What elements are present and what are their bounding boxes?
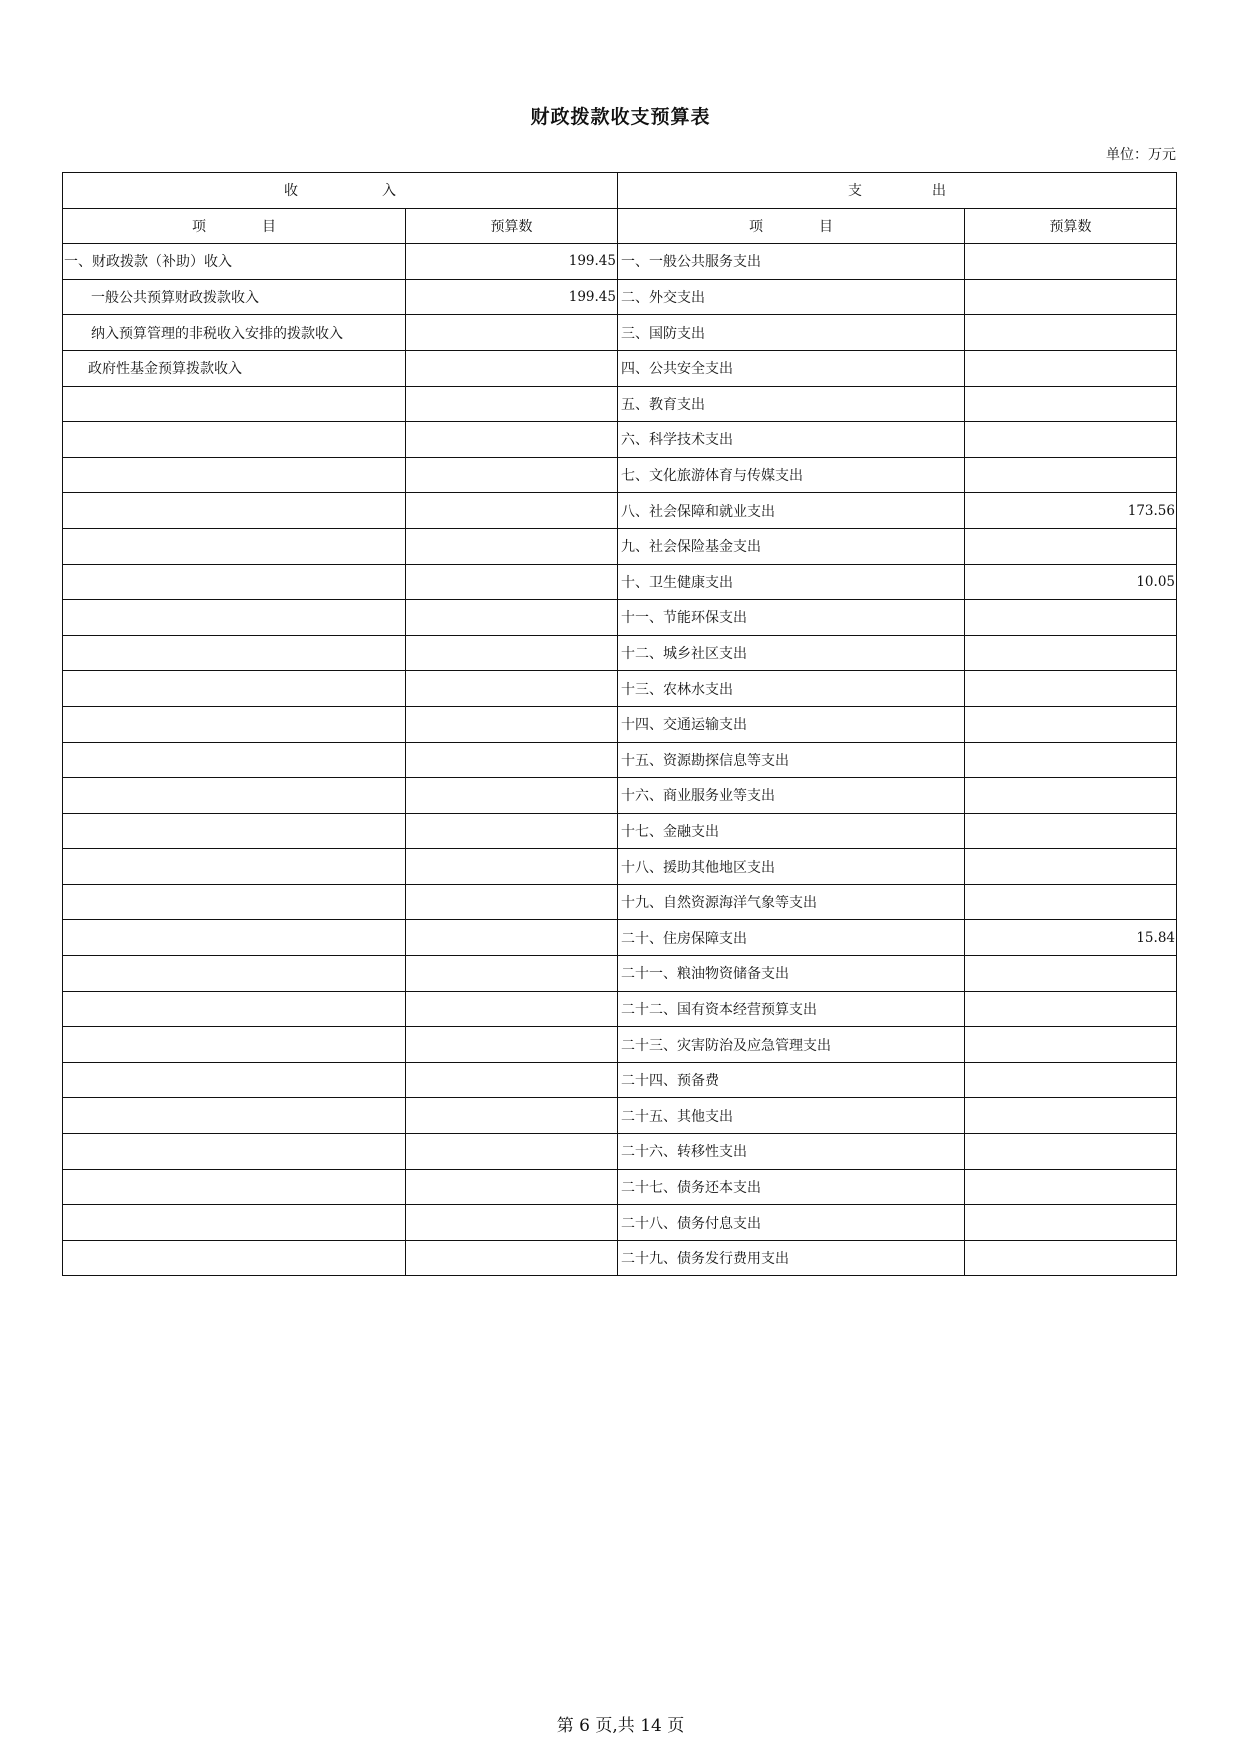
income-amount-cell <box>406 635 618 671</box>
expense-item-cell: 二十六、转移性支出 <box>618 1134 965 1170</box>
table-row <box>63 884 1177 920</box>
expense-item-cell: 二十五、其他支出 <box>618 1098 965 1134</box>
income-item-cell: 政府性基金预算拨款收入 <box>63 350 406 386</box>
header-row-columns <box>63 208 1177 244</box>
income-amount-cell <box>406 493 618 529</box>
income-item-cell <box>63 956 406 992</box>
expense-amount-cell <box>965 386 1177 422</box>
expense-item-cell: 二十二、国有资本经营预算支出 <box>618 991 965 1027</box>
income-item-cell <box>63 600 406 636</box>
table-row <box>63 1205 1177 1241</box>
income-amount-cell <box>406 884 618 920</box>
income-item-cell <box>63 1062 406 1098</box>
table-row <box>63 386 1177 422</box>
income-amount-cell <box>406 386 618 422</box>
income-amount-cell <box>406 920 618 956</box>
expense-amount-cell <box>965 884 1177 920</box>
income-amount-cell: 199.45 <box>406 244 618 280</box>
income-item-cell <box>63 1240 406 1276</box>
income-amount-cell <box>406 991 618 1027</box>
expense-item-cell: 十八、援助其他地区支出 <box>618 849 965 885</box>
expense-item-cell: 十、卫生健康支出 <box>618 564 965 600</box>
header-row-sections <box>63 173 1177 209</box>
income-item-cell <box>63 1134 406 1170</box>
expense-amount-cell <box>965 849 1177 885</box>
expense-item-cell: 二十八、债务付息支出 <box>618 1205 965 1241</box>
expense-amount-cell <box>965 279 1177 315</box>
expense-item-cell: 十五、资源勘探信息等支出 <box>618 742 965 778</box>
expense-amount-cell: 15.84 <box>965 920 1177 956</box>
page-footer: 第 6 页,共 14 页 <box>556 1716 685 1736</box>
expense-item-cell: 五、教育支出 <box>618 386 965 422</box>
table-row <box>63 813 1177 849</box>
income-amount-cell <box>406 706 618 742</box>
expense-item-cell: 二、外交支出 <box>618 279 965 315</box>
income-item-cell <box>63 706 406 742</box>
table-row <box>63 600 1177 636</box>
income-item-cell <box>63 920 406 956</box>
expense-amount-cell <box>965 528 1177 564</box>
table-row <box>63 849 1177 885</box>
income-item-cell <box>63 386 406 422</box>
income-amount-cell <box>406 956 618 992</box>
income-item-cell <box>63 1098 406 1134</box>
income-amount-cell <box>406 1062 618 1098</box>
table-row <box>63 350 1177 386</box>
expense-item-cell: 十六、商业服务业等支出 <box>618 778 965 814</box>
income-amount-cell <box>406 1169 618 1205</box>
table-row <box>63 493 1177 529</box>
expense-item-cell: 十七、金融支出 <box>618 813 965 849</box>
income-amount-cell <box>406 1205 618 1241</box>
expense-amount-cell <box>965 1027 1177 1063</box>
expense-amount-cell <box>965 706 1177 742</box>
income-item-header: 项 目 <box>63 208 406 244</box>
expense-item-cell: 十九、自然资源海洋气象等支出 <box>618 884 965 920</box>
income-amount-cell <box>406 600 618 636</box>
income-amount-cell <box>406 350 618 386</box>
expense-amount-cell <box>965 991 1177 1027</box>
expense-item-cell: 二十四、预备费 <box>618 1062 965 1098</box>
expense-item-cell: 四、公共安全支出 <box>618 350 965 386</box>
expense-item-cell: 十三、农林水支出 <box>618 671 965 707</box>
income-item-cell <box>63 1205 406 1241</box>
budget-table <box>62 172 1177 1276</box>
expense-amount-cell <box>965 671 1177 707</box>
table-row <box>63 1027 1177 1063</box>
table-row <box>63 1240 1177 1276</box>
income-amount-cell: 199.45 <box>406 279 618 315</box>
expense-amount-cell <box>965 1240 1177 1276</box>
expense-amount-cell <box>965 600 1177 636</box>
expense-item-cell: 八、社会保障和就业支出 <box>618 493 965 529</box>
income-amount-cell <box>406 1027 618 1063</box>
expense-section-header: 支 出 <box>618 173 1177 209</box>
expense-amount-cell <box>965 778 1177 814</box>
expense-amount-cell <box>965 1134 1177 1170</box>
income-item-cell <box>63 849 406 885</box>
income-amount-cell <box>406 1134 618 1170</box>
table-row <box>63 956 1177 992</box>
expense-amount-cell <box>965 813 1177 849</box>
table-row <box>63 279 1177 315</box>
income-item-cell: 一、财政拨款（补助）收入 <box>63 244 406 280</box>
income-item-cell <box>63 528 406 564</box>
expense-amount-cell <box>965 422 1177 458</box>
expense-item-cell: 十二、城乡社区支出 <box>618 635 965 671</box>
table-row <box>63 422 1177 458</box>
expense-amount-cell <box>965 1098 1177 1134</box>
expense-item-cell: 二十九、债务发行费用支出 <box>618 1240 965 1276</box>
income-amount-cell <box>406 778 618 814</box>
table-row <box>63 457 1177 493</box>
table-row <box>63 315 1177 351</box>
expense-item-cell: 二十一、粮油物资储备支出 <box>618 956 965 992</box>
income-item-cell <box>63 813 406 849</box>
expense-amount-cell <box>965 635 1177 671</box>
income-item-cell <box>63 564 406 600</box>
income-item-cell <box>63 778 406 814</box>
income-item-cell <box>63 671 406 707</box>
income-amount-header: 预算数 <box>406 208 618 244</box>
income-amount-cell <box>406 457 618 493</box>
expense-item-cell: 一、一般公共服务支出 <box>618 244 965 280</box>
income-item-cell <box>63 493 406 529</box>
table-row <box>63 920 1177 956</box>
expense-amount-cell <box>965 1205 1177 1241</box>
income-item-cell <box>63 422 406 458</box>
expense-item-cell: 二十三、灾害防治及应急管理支出 <box>618 1027 965 1063</box>
expense-amount-cell <box>965 742 1177 778</box>
expense-item-cell: 二十七、债务还本支出 <box>618 1169 965 1205</box>
income-item-cell: 纳入预算管理的非税收入安排的拨款收入 <box>63 315 406 351</box>
expense-amount-cell <box>965 315 1177 351</box>
income-amount-cell <box>406 315 618 351</box>
income-amount-cell <box>406 742 618 778</box>
unit-label: 单位：万元 <box>1106 147 1176 163</box>
table-row <box>63 706 1177 742</box>
income-amount-cell <box>406 1240 618 1276</box>
expense-amount-cell <box>965 1062 1177 1098</box>
income-item-cell <box>63 1169 406 1205</box>
expense-item-cell: 三、国防支出 <box>618 315 965 351</box>
income-amount-cell <box>406 813 618 849</box>
table-row <box>63 564 1177 600</box>
expense-amount-cell <box>965 457 1177 493</box>
income-item-cell: 一般公共预算财政拨款收入 <box>63 279 406 315</box>
expense-item-cell: 九、社会保险基金支出 <box>618 528 965 564</box>
table-row <box>63 244 1177 280</box>
income-amount-cell <box>406 671 618 707</box>
income-item-cell <box>63 457 406 493</box>
expense-amount-cell <box>965 244 1177 280</box>
table-row <box>63 528 1177 564</box>
table-row <box>63 1062 1177 1098</box>
expense-amount-cell: 173.56 <box>965 493 1177 529</box>
income-amount-cell <box>406 528 618 564</box>
income-amount-cell <box>406 422 618 458</box>
table-row <box>63 991 1177 1027</box>
income-item-cell <box>63 635 406 671</box>
expense-item-cell: 六、科学技术支出 <box>618 422 965 458</box>
income-amount-cell <box>406 1098 618 1134</box>
income-item-cell <box>63 884 406 920</box>
expense-item-cell: 十四、交通运输支出 <box>618 706 965 742</box>
page-title: 财政拨款收支预算表 <box>530 106 711 128</box>
expense-item-cell: 七、文化旅游体育与传媒支出 <box>618 457 965 493</box>
table-row <box>63 671 1177 707</box>
expense-item-cell: 二十、住房保障支出 <box>618 920 965 956</box>
table-row <box>63 1169 1177 1205</box>
income-item-cell <box>63 991 406 1027</box>
expense-item-header: 项 目 <box>618 208 965 244</box>
expense-amount-cell <box>965 1169 1177 1205</box>
expense-amount-header: 预算数 <box>965 208 1177 244</box>
income-section-header: 收 入 <box>63 173 618 209</box>
income-amount-cell <box>406 849 618 885</box>
table-row <box>63 1098 1177 1134</box>
income-item-cell <box>63 742 406 778</box>
expense-amount-cell: 10.05 <box>965 564 1177 600</box>
expense-amount-cell <box>965 350 1177 386</box>
budget-table-body <box>63 173 1177 1276</box>
table-row <box>63 742 1177 778</box>
table-row <box>63 635 1177 671</box>
table-row <box>63 1134 1177 1170</box>
income-item-cell <box>63 1027 406 1063</box>
table-row <box>63 778 1177 814</box>
expense-item-cell: 十一、节能环保支出 <box>618 600 965 636</box>
income-amount-cell <box>406 564 618 600</box>
expense-amount-cell <box>965 956 1177 992</box>
